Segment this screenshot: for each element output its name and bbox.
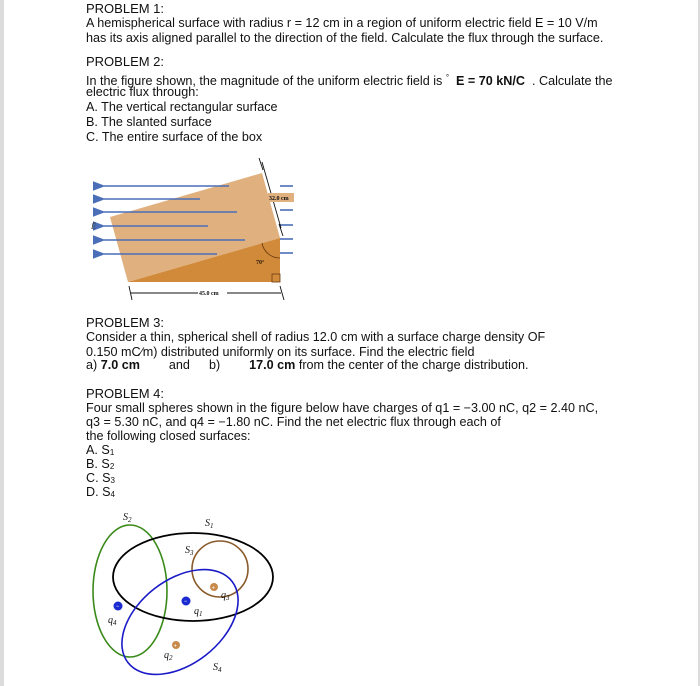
problem3-line1: Consider a thin, spherical shell of radius 12.0 cm with a surface charge density OF [86,330,546,344]
part-a-value: 7.0 cm [100,358,140,372]
label-s3: $S_3$ [185,545,194,557]
problem2-line1-pre: In the figure shown, the magnitude of the uniform electric field is [86,74,443,88]
problem3-heading: PROBLEM 3: [86,315,165,330]
charge-q3 [210,583,218,592]
gauss-surfaces-figure [0,500,320,686]
problem2-line1-post: . Calculate the [531,74,613,88]
label-q3: $q_3$ [221,590,230,602]
item-prefix: A. S [86,443,110,457]
item-subscript: 1 [109,448,115,457]
svg-text:−: − [116,604,120,610]
charge-q4 [114,602,123,611]
item-subscript: 3 [110,476,115,485]
surface-s4 [102,548,258,686]
svg-text:+: + [173,643,177,650]
label-q4: $q_4$ [108,615,117,627]
label-s2: $S_2$ [123,512,132,524]
problem3-line3-post: from the center of the charge distribution. [298,358,529,372]
angle-label: 70° [256,260,265,266]
problem2-line2: electric flux through: [86,85,199,99]
problem2-item-b: B. The slanted surface [86,115,212,129]
problem4-heading: PROBLEM 4: [86,386,165,401]
label-s1: $S_1$ [205,518,214,530]
base-length-label: 45.0 cm [199,291,219,297]
label-q2: $q_2$ [164,650,173,662]
label-s4: $S_4$ [213,662,222,674]
problem1-heading: PROBLEM 1: [86,1,165,16]
label-q1: $q_1$ [194,606,203,618]
problem4-line: q3 = 5.30 nC, and q4 = −1.80 nC. Find the net electric flux through each of [86,415,501,429]
field-magnitude: E = 70 kN/C [456,74,525,88]
and-text: and [168,358,190,372]
box-flux-figure [0,0,700,320]
degree-mark: ° [445,73,450,82]
item-subscript: 2 [109,462,115,471]
svg-text:+: + [211,585,215,592]
problem4-line: the following closed surfaces: [86,429,251,443]
item-prefix: C. S [86,471,111,485]
svg-text:−: − [184,599,188,605]
part-b-label: b) [208,358,221,372]
problem3-line2: 0.150 mC∕m) distributed uniformly on its surface. Find the electric field [86,345,475,359]
surface-s2 [93,525,167,657]
item-prefix: D. S [86,485,111,499]
problem4-line: Four small spheres shown in the figure below have charges of q1 = −3.00 nC, q2 = 2.40 nC, [86,401,599,415]
problem1-line: A hemispherical surface with radius r = 12 cm in a region of uniform electric field E = 10 V/m [86,16,598,30]
side-length-label: 32.0 cm [269,196,289,202]
problem2-heading: PROBLEM 2: [86,54,165,69]
item-prefix: B. S [86,457,110,471]
problem1-line: has its axis aligned parallel to the direction of the field. Calculate the flux through the surface. [86,31,604,45]
field-label-e: Ē [91,222,96,231]
charge-q2 [172,641,180,650]
charge-q1 [182,597,191,606]
part-b-value: 17.0 cm [249,358,296,372]
problem3-line3 [86,358,528,373]
item-subscript: 4 [110,490,115,499]
part-a-label: a) [86,358,98,372]
problem2-item-a: A. The vertical rectangular surface [86,100,278,114]
problem2-item-c: C. The entire surface of the box [86,130,263,144]
